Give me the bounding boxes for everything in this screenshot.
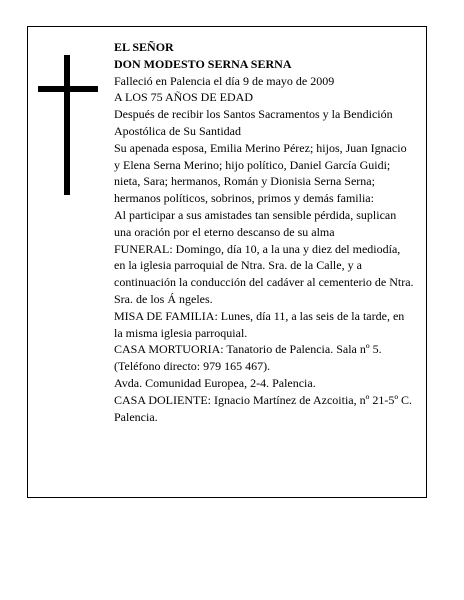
age: A LOS 75 AÑOS DE EDAD: [114, 90, 254, 105]
death-date: Falleció en Palencia el día 9 de mayo de 2009: [114, 73, 335, 88]
funeral-home-address: Avda. Comunidad Europea, 2-4. Palencia.: [114, 375, 316, 390]
mourning-house-info: CASA DOLIENTE: Ignacio Martínez de Azcoitia, nº 21-5º C. Palencia.: [114, 392, 413, 424]
obituary-text: [114, 39, 414, 425]
cross-icon-crossbar: [38, 86, 98, 92]
prayer-request: Al participar a sus amistades tan sensible pérdida, suplican una oración por el eterno descanso de su alma: [114, 207, 397, 239]
funeral-home-info: CASA MORTUORIA: Tanatorio de Palencia. Sala nº 5. (Teléfono directo: 979 165 467).: [114, 342, 382, 374]
sacraments-note: Después de recibir los Santos Sacramentos y la Bendición Apostólica de Su Santidad: [114, 107, 393, 138]
deceased-name: DON MODESTO SERNA SERNA: [114, 56, 292, 71]
title-line-1: EL SEÑOR: [114, 40, 174, 54]
cross-icon: [64, 55, 70, 195]
funeral-info: FUNERAL: Domingo, día 10, a la una y diez del mediodía, en la iglesia parroquial de Ntra. Sra. de la Calle, y a continuación la conducción del cadáver al cementerio de Ntra. Sra. de los Á ngeles.: [114, 241, 414, 306]
family-list: Su apenada esposa, Emilia Merino Pérez; hijos, Juan Ignacio y Elena Serna Merino; hijo político, Daniel García Guidi; nieta, Sara; hermanos, Román y Dionisia Serna Serna; hermanos políticos, sobrinos, primos y demás familia:: [114, 140, 407, 206]
family-mass-info: MISA DE FAMILIA: Lunes, día 11, a las seis de la tarde, en la misma iglesia parroquial.: [114, 308, 405, 340]
